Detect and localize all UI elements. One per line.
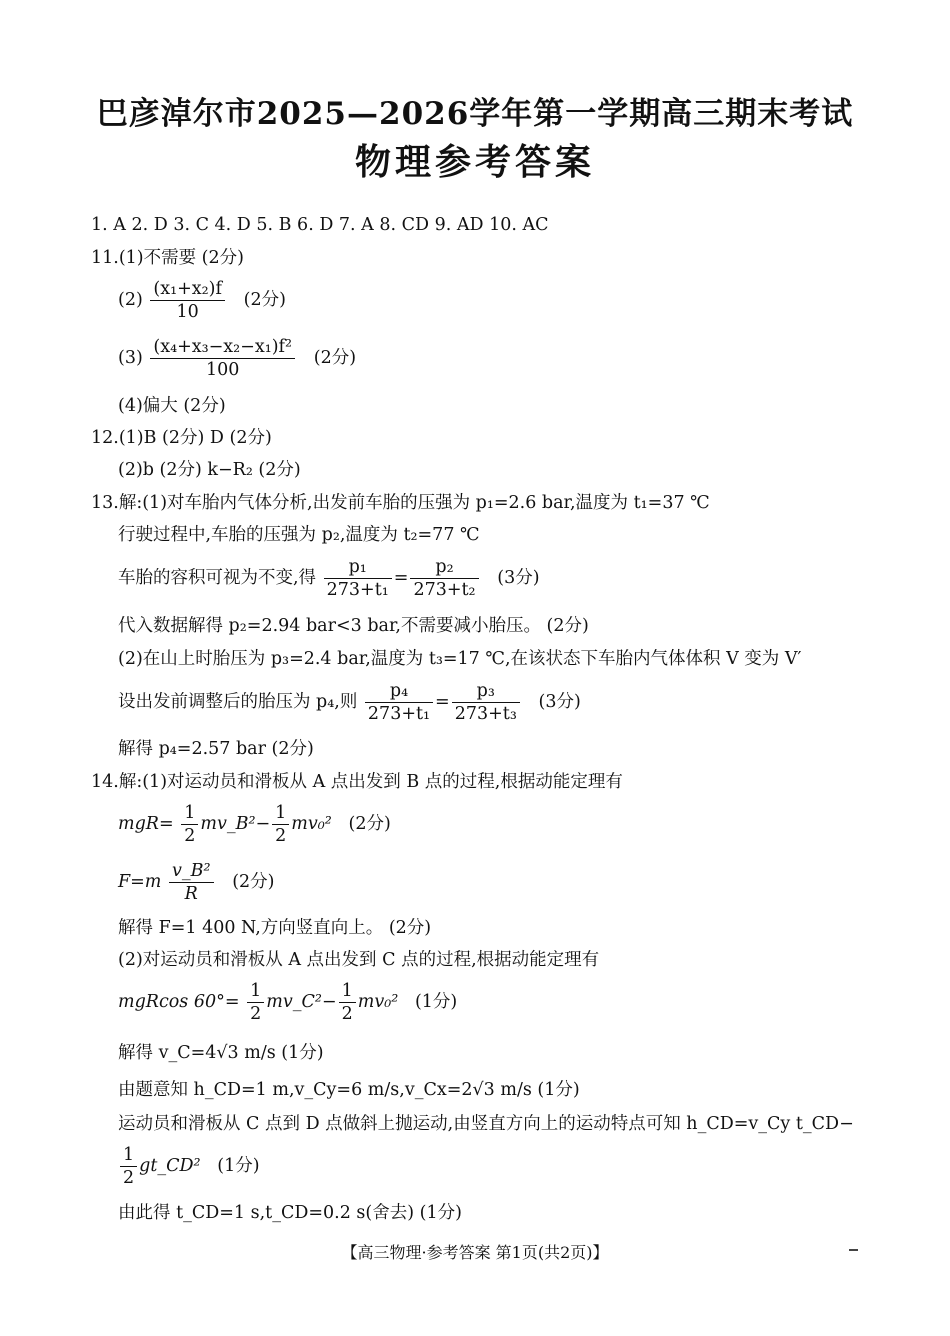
q14-line2-term1: mv_B²: [200, 814, 256, 834]
q11-part2-numerator: (x₁+x₂)f: [150, 278, 225, 301]
q14-line2-lhs: mgR=: [118, 814, 174, 834]
page-footer: 【高三物理·参考答案 第1页(共2页)】: [341, 1243, 609, 1262]
q14-half-5: [120, 1144, 137, 1189]
q14-line10-term: gt_CD²: [139, 1156, 201, 1176]
q14-line6-term1: mv_C²: [266, 992, 322, 1012]
q13-fraction-4: [452, 680, 520, 725]
q11-part3-denominator: 100: [206, 360, 240, 380]
q14-line3-lhs: F=m: [118, 872, 162, 892]
q12-part1: 12.(1)B (2分) D (2分): [91, 428, 272, 448]
q14-half-2: [272, 802, 289, 847]
q13-line6-score: (3分): [538, 692, 581, 712]
q14-line6-minus: −: [321, 992, 337, 1012]
q13-fraction-2-numerator: p₂: [410, 556, 478, 579]
q14-line3-fraction: [169, 860, 214, 905]
corner-mark: [849, 1249, 858, 1251]
q14-half-3-denominator: 2: [250, 1004, 262, 1024]
q14-half-4: [339, 980, 356, 1025]
q11-part2-score: (2分): [243, 290, 286, 310]
q13-equals: =: [393, 568, 409, 588]
q14-half-3: [247, 980, 264, 1025]
q11-part3-score: (2分): [313, 348, 357, 368]
q13-line6: [118, 680, 581, 725]
q13-fraction-4-numerator: p₃: [452, 680, 520, 703]
q14-line2-minus: −: [255, 814, 271, 834]
q13-line3: [118, 556, 540, 601]
mc-answers: 1. A 2. D 3. C 4. D 5. B 6. D 7. A 8. CD 9. AD 10. AC: [91, 215, 549, 235]
q14-line1: 14.解:(1)对运动员和滑板从 A 点出发到 B 点的过程,根据动能定理有: [91, 772, 623, 792]
q13-line4: 代入数据解得 p₂=2.94 bar<3 bar,不需要减小胎压。 (2分): [118, 616, 589, 636]
q14-line7: 解得 v_C=4√3 m/s (1分): [118, 1043, 324, 1063]
q11-part3: [118, 336, 356, 381]
q14-line2-term2: mv₀²: [291, 814, 332, 834]
q13-fraction-4-denominator: 273+t₃: [454, 704, 517, 724]
q14-line3-numerator: v_B²: [169, 860, 214, 883]
answer-title: 物理参考答案: [354, 141, 595, 183]
q11-part2-fraction: [150, 278, 225, 323]
q13-line7: 解得 p₄=2.57 bar (2分): [118, 739, 314, 759]
q14-half-1: [181, 802, 198, 847]
q14-line11: 由此得 t_CD=1 s,t_CD=0.2 s(舍去) (1分): [118, 1203, 462, 1223]
q14-line8: 由题意知 h_CD=1 m,v_Cy=6 m/s,v_Cx=2√3 m/s (1分): [118, 1080, 580, 1100]
q14-line4: 解得 F=1 400 N,方向竖直向上。 (2分): [118, 918, 432, 938]
exam-title: 巴彦淖尔市2025—2026学年第一学期高三期末考试: [96, 96, 854, 132]
q14-half-2-denominator: 2: [275, 826, 287, 846]
q11-part4: (4)偏大 (2分): [118, 396, 226, 416]
q13-line1: 13.解:(1)对车胎内气体分析,出发前车胎的压强为 p₁=2.6 bar,温度为 t₁=37 ℃: [91, 493, 710, 513]
q14-line10: [118, 1144, 260, 1189]
q11-part1: 11.(1)不需要 (2分): [91, 248, 244, 268]
q14-half-5-numerator: 1: [120, 1144, 137, 1167]
q14-line6-lhs: mgRcos 60°=: [118, 992, 240, 1012]
q14-line6: [118, 980, 457, 1025]
q14-line5: (2)对运动员和滑板从 A 点出发到 C 点的过程,根据动能定理有: [118, 950, 600, 970]
q14-line6-score: (1分): [414, 992, 458, 1012]
q14-half-5-denominator: 2: [123, 1168, 135, 1188]
q14-line9: 运动员和滑板从 C 点到 D 点做斜上抛运动,由竖直方向上的运动特点可知 h_CD=v_Cy t_CD−: [118, 1114, 854, 1134]
q14-half-4-denominator: 2: [341, 1004, 353, 1024]
q13-line3-score: (3分): [497, 568, 540, 588]
q13-fraction-3: [365, 680, 433, 725]
q13-fraction-2: [410, 556, 478, 601]
q14-half-3-numerator: 1: [247, 980, 264, 1003]
q13-line3-text: 车胎的容积可视为不变,得: [118, 568, 317, 588]
q13-line6-text: 设出发前调整后的胎压为 p₄,则: [118, 692, 358, 712]
q14-line2-score: (2分): [348, 814, 391, 834]
q14-half-1-numerator: 1: [181, 802, 198, 825]
q13-fraction-1-denominator: 273+t₁: [326, 580, 389, 600]
q13-fraction-2-denominator: 273+t₂: [413, 580, 476, 600]
q12-part2: (2)b (2分) k−R₂ (2分): [118, 460, 301, 480]
q14-half-2-numerator: 1: [272, 802, 289, 825]
q14-line3: [118, 860, 275, 905]
q11-part2: [118, 278, 286, 323]
q14-line3-denominator: R: [184, 884, 198, 904]
q13-fraction-1: [324, 556, 392, 601]
q11-part3-fraction: [150, 336, 295, 381]
q13-line2: 行驶过程中,车胎的压强为 p₂,温度为 t₂=77 ℃: [118, 525, 480, 545]
q14-half-4-numerator: 1: [339, 980, 356, 1003]
q14-line10-score: (1分): [217, 1156, 260, 1176]
q14-line6-term2: mv₀²: [357, 992, 399, 1012]
q13-fraction-3-numerator: p₄: [365, 680, 433, 703]
q14-half-1-denominator: 2: [184, 826, 196, 846]
q13-equals-2: =: [435, 692, 450, 712]
q13-fraction-1-numerator: p₁: [324, 556, 392, 579]
q13-fraction-3-denominator: 273+t₁: [367, 704, 431, 724]
q11-part3-label: (3): [118, 348, 143, 368]
q11-part3-numerator: (x₄+x₃−x₂−x₁)f²: [150, 336, 295, 359]
q11-part2-label: (2): [118, 290, 143, 310]
q14-line2: [118, 802, 391, 847]
q11-part2-denominator: 10: [176, 302, 199, 322]
q13-line5: (2)在山上时胎压为 p₃=2.4 bar,温度为 t₃=17 ℃,在该状态下车胎内气体体积 V 变为 V′: [118, 649, 802, 669]
q14-line3-score: (2分): [232, 872, 275, 892]
